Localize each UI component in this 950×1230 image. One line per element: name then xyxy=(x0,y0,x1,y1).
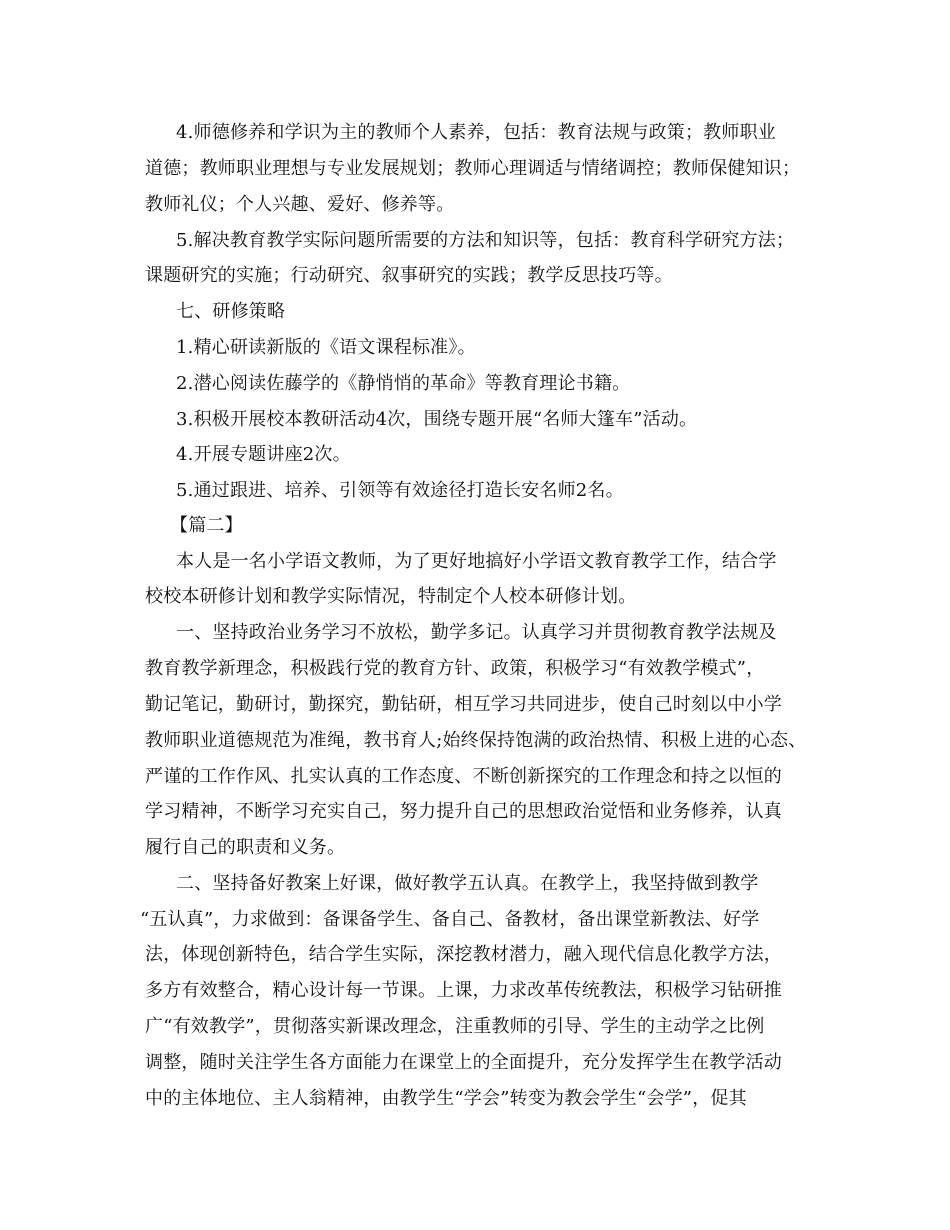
text-line: 校校本研修计划和教学实际情况，特制定个人校本研修计划。 xyxy=(145,586,637,607)
text-line: 勤记笔记，勤研讨，勤探究，勤钻研，相互学习共同进步，使自己时刻以中小学 xyxy=(145,694,782,715)
text-line: 5.通过跟进、培养、引领等有效途径打造长安名师2名。 xyxy=(176,480,624,501)
text-line: 教师职业道德规范为准绳，教书育人;始终保持饱满的政治热情、积极上进的心态、 xyxy=(145,730,807,751)
text-line: 广“有效教学”，贯彻落实新课改理念，注重教师的引导、学生的主动学之比例 xyxy=(145,1016,765,1037)
text-line: 二、坚持备好教案上好课，做好教学五认真。在教学上，我坚持做到教学 xyxy=(176,873,759,894)
text-line: 多方有效整合，精心设计每一节课。上课，力求改革传统教法，积极学习钻研推 xyxy=(145,980,782,1001)
text-line: 学习精神，不断学习充实自己，努力提升自己的思想政治觉悟和业务修养，认真 xyxy=(145,801,782,822)
text-line: 本人是一名小学语文教师，为了更好地搞好小学语文教育教学工作，结合学 xyxy=(176,551,777,572)
text-line: 履行自己的职责和义务。 xyxy=(145,837,346,858)
text-line: 课题研究的实施；行动研究、叙事研究的实践；教学反思技巧等。 xyxy=(145,265,673,286)
text-line: 教育教学新理念，积极践行党的教育方针、政策，积极学习“有效教学模式”， xyxy=(145,658,765,679)
text-line: 一、坚持政治业务学习不放松，勤学多记。认真学习并贯彻教育教学法规及 xyxy=(176,622,777,643)
text-line: 2.潜心阅读佐藤学的《静悄悄的革命》等教育理论书籍。 xyxy=(176,373,631,394)
section-heading: 七、研修策略 xyxy=(176,301,286,322)
text-line: “五认真”，力求做到：备课备学生、备自己、备教材，备出课堂新教法、好学 xyxy=(140,909,760,930)
text-line: 严谨的工作作风、扎实认真的工作态度、不断创新探究的工作理念和持之以恒的 xyxy=(145,766,782,787)
text-line: 道德；教师职业理想与专业发展规划；教师心理调适与情绪调控；教师保健知识； xyxy=(145,158,801,179)
text-line: 教师礼仪；个人兴趣、爱好、修养等。 xyxy=(145,194,455,215)
text-line: 1.精心研读新版的《语文课程标准》。 xyxy=(176,337,476,358)
text-line: 法，体现创新特色，结合学生实际，深挖教材潜力，融入现代信息化教学方法， xyxy=(145,944,782,965)
text-line: 中的主体地位、主人翁精神，由教学生“学会”转变为教会学生“会学”，促其 xyxy=(145,1088,747,1109)
text-line: 4.开展专题讲座2次。 xyxy=(176,444,351,465)
text-line: 调整，随时关注学生各方面能力在课堂上的全面提升，充分发挥学生在教学活动 xyxy=(145,1052,782,1073)
text-line: 5.解决教育教学实际问题所需要的方法和知识等，包括：教育科学研究方法； xyxy=(176,230,795,251)
text-line: 3.积极开展校本教研活动4次，围绕专题开展“名师大篷车”活动。 xyxy=(176,409,698,430)
text-line: 4.师德修养和学识为主的教师个人素养，包括：教育法规与政策；教师职业 xyxy=(176,122,776,143)
section-heading: 【篇二】 xyxy=(170,515,243,536)
